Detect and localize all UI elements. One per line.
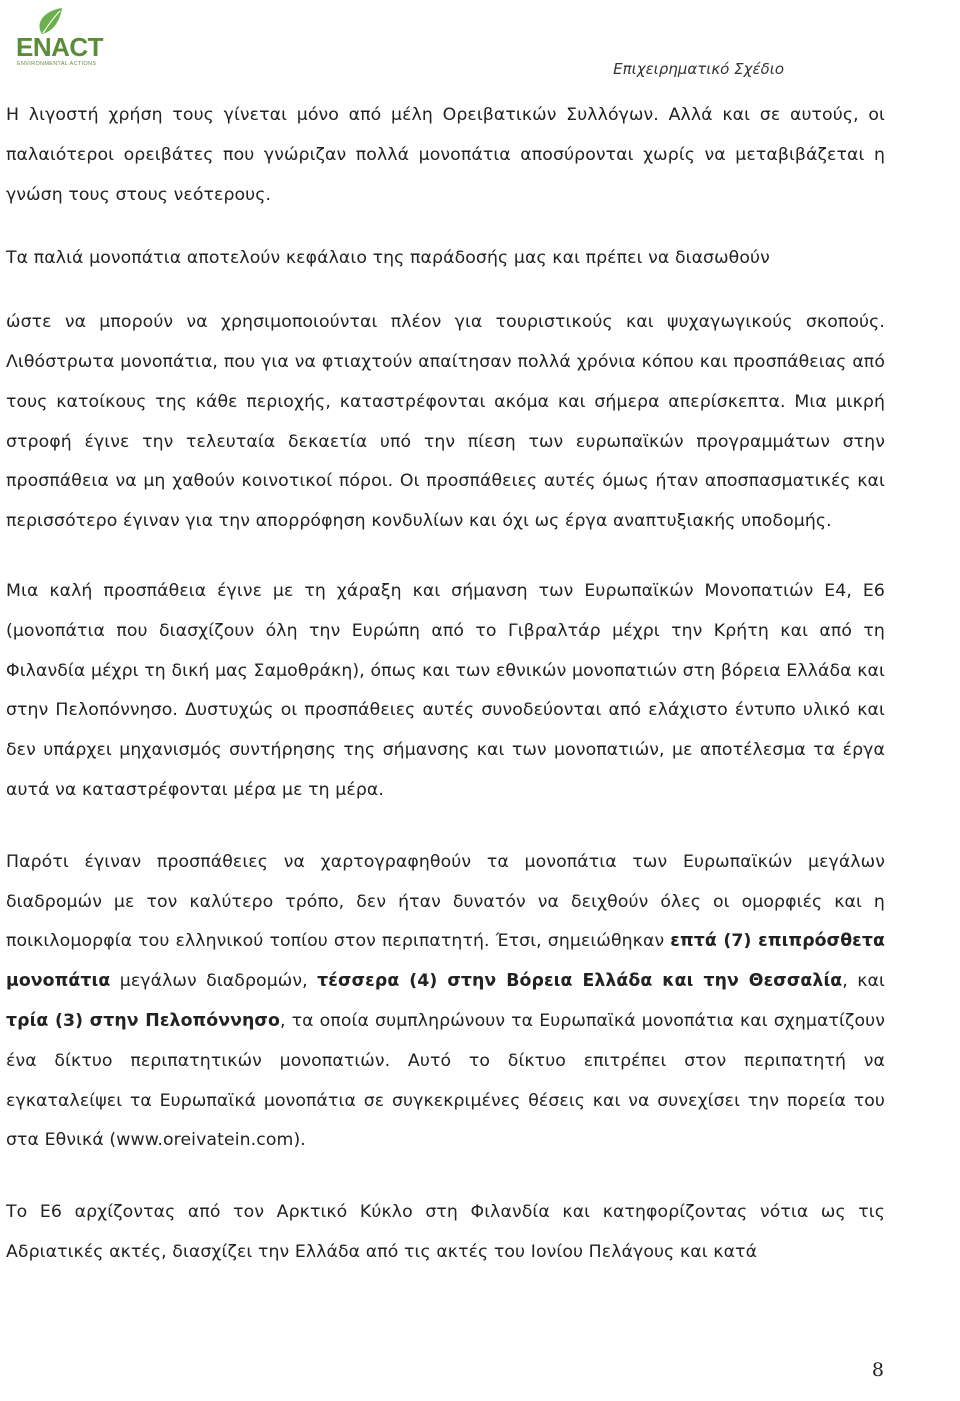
paragraph-1: Η λιγοστή χρήση τους γίνεται μόνο από μέλη Ορειβατικών Συλλόγων. Αλλά και σε αυτούς, οι παλαιότεροι ορειβάτες που γνώριζαν πολλά μονοπάτια αποσύρονται χωρίς να μεταβιβάζεται η γνώση τους στους νεότερους. bbox=[6, 105, 885, 205]
p4-text-3: , και bbox=[842, 971, 886, 992]
page-number: 8 bbox=[871, 1359, 884, 1381]
document-body bbox=[6, 96, 885, 1273]
paragraph-4 bbox=[6, 843, 885, 1161]
page-header bbox=[0, 0, 960, 84]
p4-bold-seven-paths: επτά (7) επιπρόσθετα μονοπάτια bbox=[6, 931, 885, 992]
p4-bold-peloponnese: τρία (3) στην Πελοπόννησο bbox=[6, 1010, 280, 1031]
enact-logo bbox=[12, 4, 122, 68]
paragraph-2-body: ώστε να μπορούν να χρησιμοποιούνται πλέον για τουριστικούς και ψυχαγωγικούς σκοπούς. Λιθόστρωτα μονοπάτια, που για να φτιαχτούν απαίτησαν πολλά χρόνια κόπου και προσπάθειας από τους κατοίκους της κάθε περιοχής, καταστρέφονται ακόμα και σήμερα απερίσκεπτα. Μια μικρή στροφή έγινε την τελευταία δεκαετία υπό την πίεση των ευρωπαϊκών προγραμμάτων στην προσπάθεια να μη χαθούν κοινοτικοί πόροι. Οι προσπάθειες αυτές όμως ήταν αποσπασματικές και περισσότερο έγιναν για την απορρόφηση κονδυλίων και όχι ως έργα αναπτυξιακής υποδομής. bbox=[6, 312, 885, 532]
p4-bold-north-greece: τέσσερα (4) στην Βόρεια Ελλάδα και την Θεσσαλία bbox=[317, 971, 843, 992]
logo-wordmark: ENACT bbox=[16, 32, 104, 62]
p4-text-4: , τα οποία συμπληρώνουν τα Ευρωπαϊκά μονοπάτια και σχηματίζουν ένα δίκτυο περιπατητικών μονοπατιών. Αυτό το δίκτυο επιτρέπει στον περιπατητή να εγκαταλείψει τα Ευρωπαϊκά μονοπάτια σε συγκεκριμένες θέσεις και να συνεχίσει την πορεία του στα Εθνικά (www.oreivatein.com). bbox=[6, 1010, 885, 1151]
paragraph-3: Μια καλή προσπάθεια έγινε με τη χάραξη και σήμανση των Ευρωπαϊκών Μονοπατιών Ε4, Ε6 (μονοπάτια που διασχίζουν όλη την Ευρώπη από το Γιβραλτάρ μέχρι την Κρήτη και από τη Φιλανδία μέχρι τη δική μας Σαμοθράκη), όπως και των εθνικών μονοπατιών στη βόρεια Ελλάδα και στην Πελοπόννησο. Δυστυχώς οι προσπάθειες αυτές συνοδεύονται από ελάχιστο έντυπο υλικό και δεν υπάρχει μηχανισμός συντήρησης της σήμανσης και των μονοπατιών, με αποτέλεσμα τα έργα αυτά να καταστρέφονται μέρα με τη μέρα. bbox=[6, 580, 885, 800]
paragraph-5: Το Ε6 αρχίζοντας από τον Αρκτικό Κύκλο στη Φιλανδία και κατηφορίζοντας νότια ως τις Αδριατικές ακτές, διασχίζει την Ελλάδα από τις ακτές του Ιονίου Πελάγους και κατά bbox=[6, 1202, 885, 1262]
p4-text-2: μεγάλων διαδρομών, bbox=[110, 971, 318, 992]
logo-subtext: ENVIRONMENTAL ACTIONS bbox=[17, 61, 97, 67]
paragraph-2-line-1: Τα παλιά μονοπάτια αποτελούν κεφάλαιο της παράδοσής μας και πρέπει να διασωθούν bbox=[6, 248, 770, 269]
p4-text-1: Παρότι έγιναν προσπάθειες να χαρτογραφηθούν τα μονοπάτια των Ευρωπαϊκών μεγάλων διαδρομών με τον καλύτερο τρόπο, δεν ήταν δυνατόν να δειχθούν όλες οι ομορφιές και η ποικιλομορφία του ελληνικού τοπίου στον περιπατητή. Έτσι, σημειώθηκαν bbox=[6, 851, 885, 952]
document-title: Επιχειρηματικό Σχέδιο bbox=[613, 60, 784, 78]
